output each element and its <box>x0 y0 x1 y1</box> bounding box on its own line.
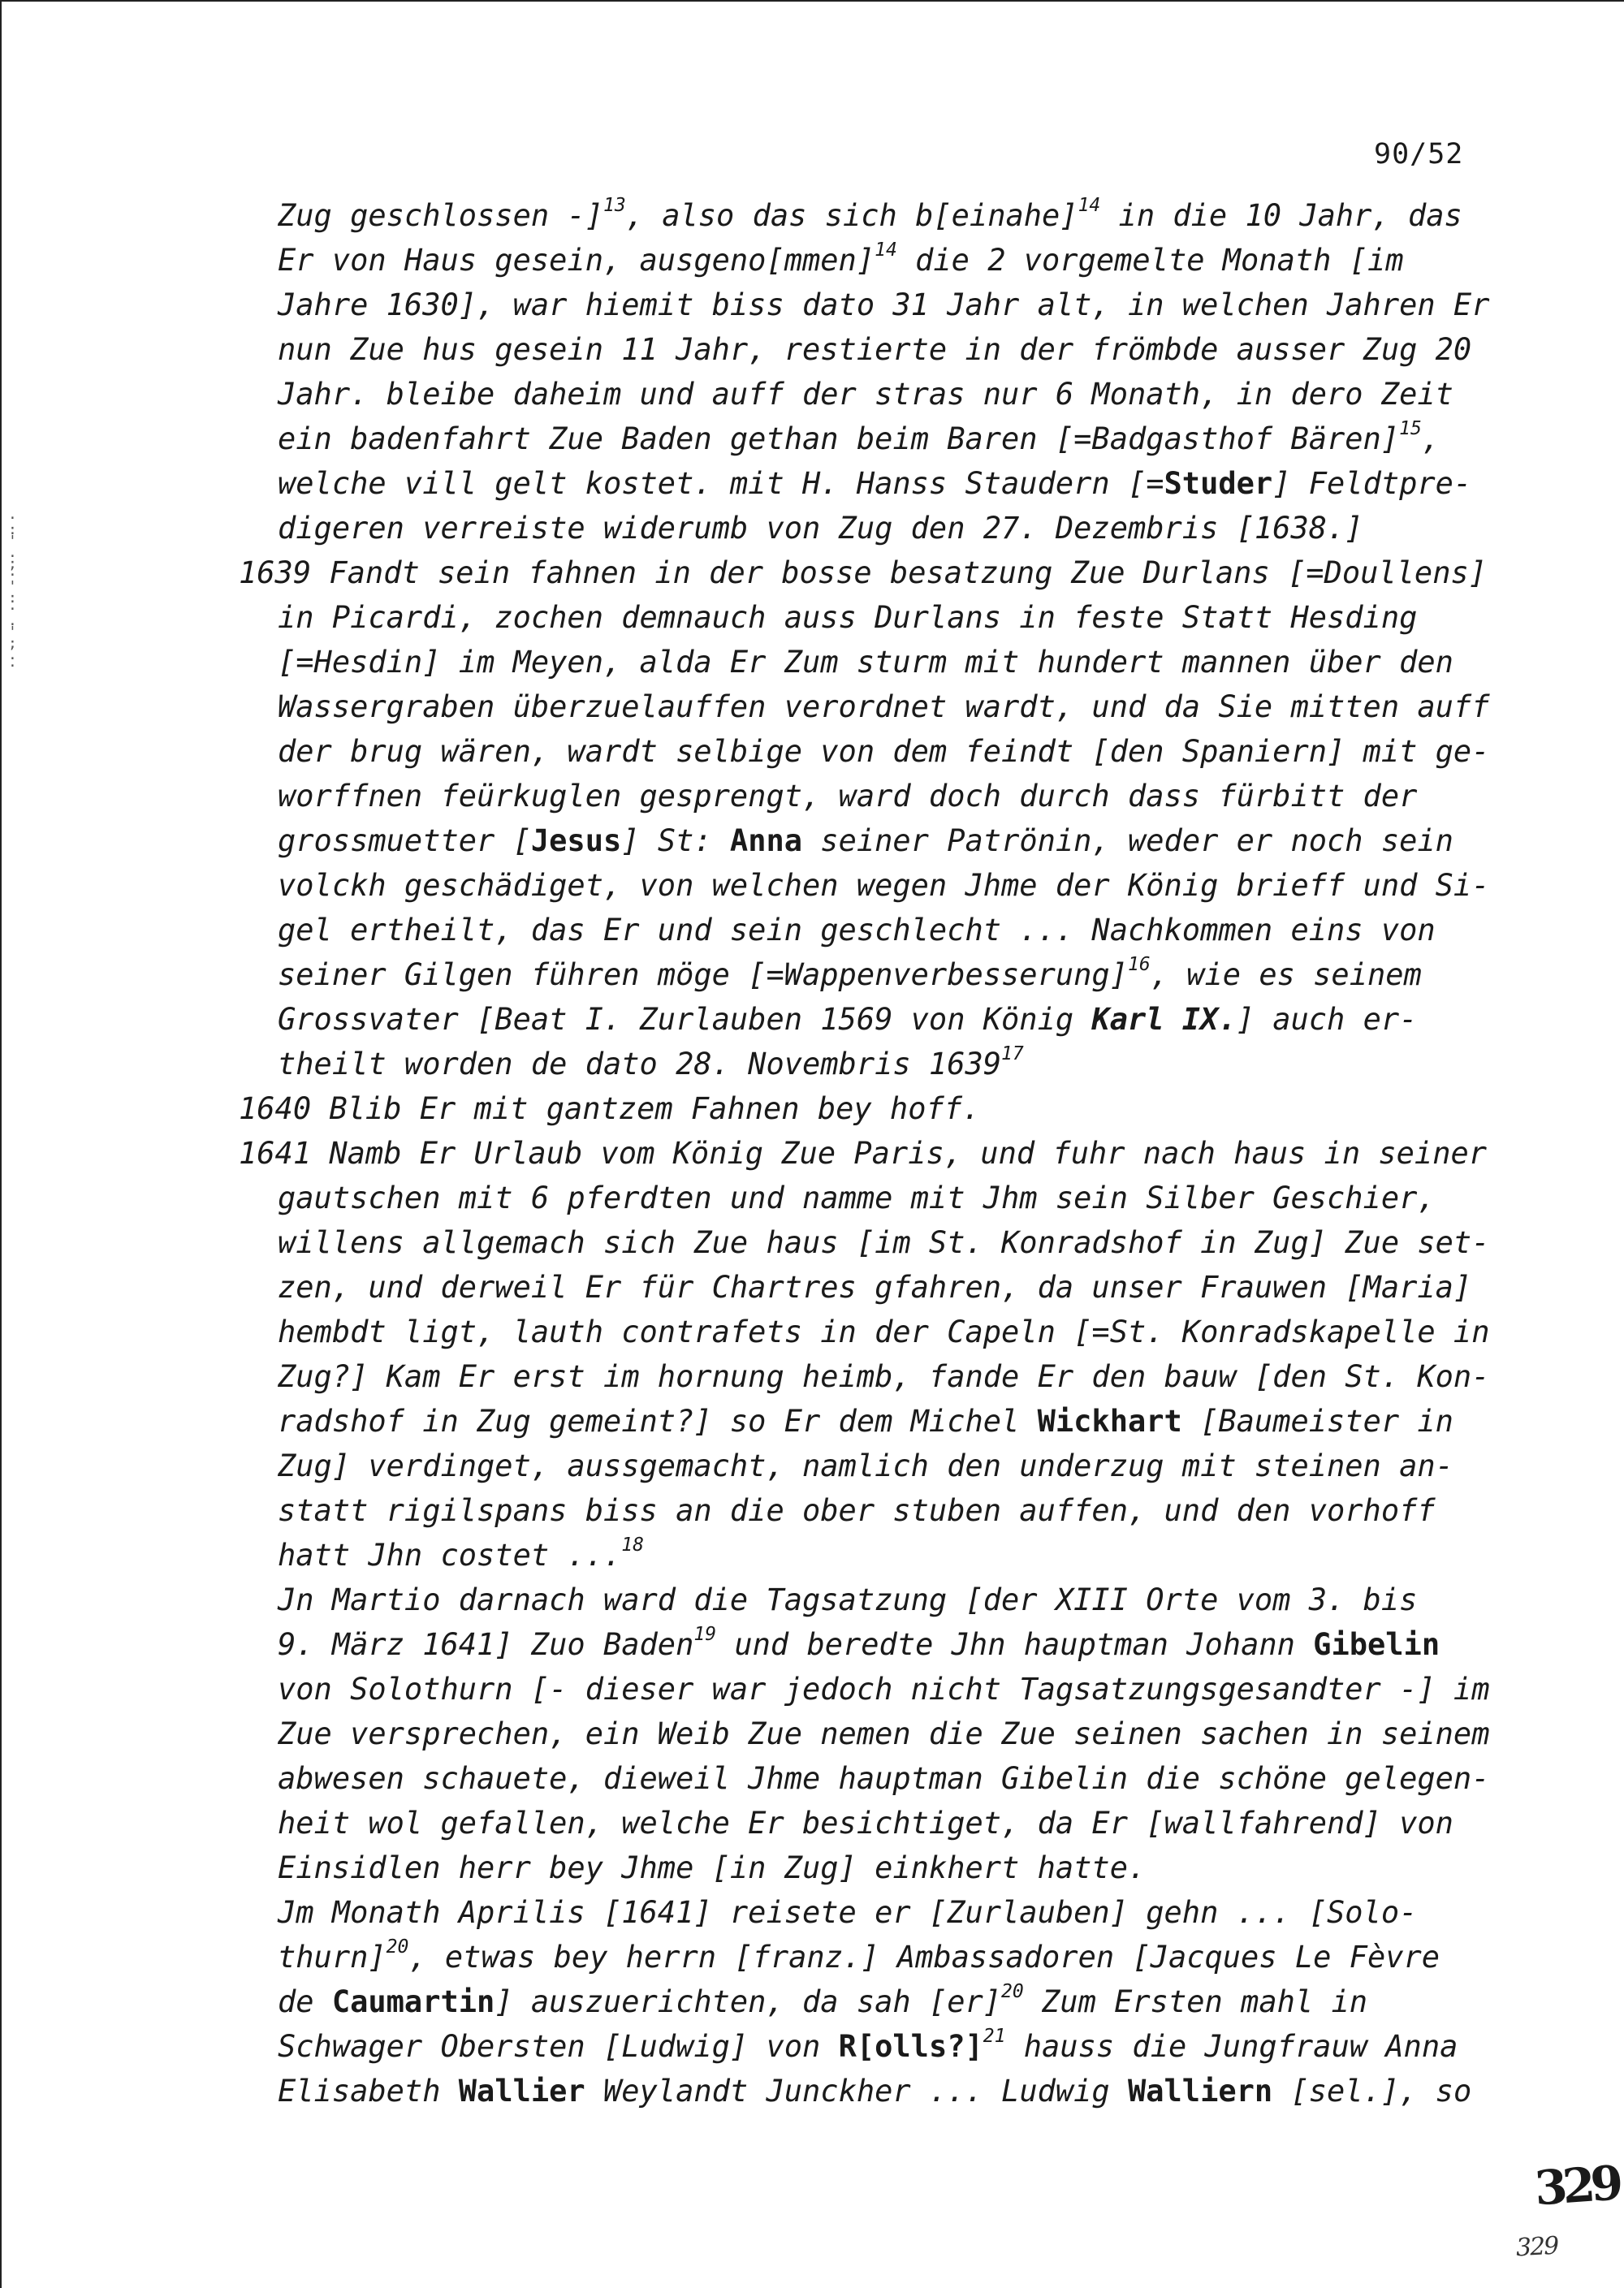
text-run: , etwas bey herrn [franz.] Ambassadoren [Jacques Le Fèvre <box>408 1940 1440 1975</box>
text-run: [=Hesdin] im Meyen, alda Er Zum sturm mit hundert mannen über den <box>278 645 1453 680</box>
bold-name: Gibelin <box>1313 1627 1440 1662</box>
text-run: gel ertheilt, das Er und sein geschlecht ... Nachkommen eins von <box>278 913 1436 948</box>
text-run: ] Feldtpre- <box>1272 466 1472 501</box>
text-run: grossmuetter [ <box>278 823 531 858</box>
text-line <box>2 818 1624 863</box>
text-line <box>2 1756 1624 1801</box>
footnote-ref: 15 <box>1399 418 1422 439</box>
margin-marks: · : ' . ; · ' : · . ' ; . · <box>8 510 17 675</box>
bold-name: Studer <box>1164 466 1273 501</box>
text-run: , wie es seinem <box>1150 957 1422 992</box>
bold-name: R[olls?] <box>838 2029 983 2064</box>
text-run: worffnen feürkuglen gesprengt, ward doch durch dass fürbitt der <box>278 779 1418 814</box>
text-line <box>2 1354 1624 1399</box>
footnote-ref: 14 <box>875 240 897 261</box>
text-line <box>2 1042 1624 1086</box>
text-line <box>2 1131 1624 1176</box>
text-run: 9. März 1641] Zuo Baden <box>278 1627 694 1662</box>
text-run: die 2 vorgemelte Monath [im <box>896 243 1404 278</box>
text-line <box>2 1444 1624 1488</box>
text-run: gautschen mit 6 pferdten und namme mit Jhm sein Silber Geschier, <box>278 1181 1436 1215</box>
text-run: Er von Haus gesein, ausgeno[mmen] <box>278 243 875 278</box>
text-run: , <box>1421 421 1440 456</box>
text-line <box>2 997 1624 1042</box>
text-line <box>2 2069 1624 2113</box>
text-run: hauss die Jungfrauw Anna <box>1005 2029 1458 2064</box>
text-line <box>2 193 1624 238</box>
text-line <box>2 372 1624 417</box>
text-line <box>2 1622 1624 1667</box>
text-run: 1641 Namb Er Urlaub vom König Zue Paris, und fuhr nach haus in seiner <box>239 1136 1488 1171</box>
text-line <box>2 1310 1624 1354</box>
text-line <box>2 952 1624 997</box>
text-line <box>2 595 1624 640</box>
text-run: Zug?] Kam Er erst im hornung heimb, fande Er den bauw [den St. Kon- <box>278 1359 1490 1394</box>
text-run: Jn Martio darnach ward die Tagsatzung [der XIII Orte vom 3. bis <box>278 1582 1418 1617</box>
text-run: radshof in Zug gemeint?] so Er dem Michel <box>278 1404 1038 1439</box>
text-line <box>2 1176 1624 1220</box>
text-line <box>2 550 1624 595</box>
text-line <box>2 1801 1624 1846</box>
text-run: in Picardi, zochen demnauch auss Durlans in feste Statt Hesding <box>278 600 1418 635</box>
text-run: der brug wären, wardt selbige von dem feindt [den Spaniern] mit ge- <box>278 734 1490 769</box>
text-run: 1640 Blib Er mit gantzem Fahnen bey hoff. <box>239 1091 981 1126</box>
text-run: in die 10 Jahr, das <box>1100 198 1462 233</box>
footnote-ref: 19 <box>693 1624 717 1645</box>
footnote-ref: 18 <box>621 1535 644 1556</box>
bold-name: Jesus <box>530 823 622 858</box>
bold-name: Walliern <box>1127 2074 1273 2109</box>
text-line <box>2 1935 1624 1979</box>
text-run: abwesen schauete, dieweil Jhme hauptman Gibelin die schöne gelegen- <box>278 1761 1490 1796</box>
footnote-ref: 17 <box>1001 1043 1024 1064</box>
footnote-ref: 20 <box>386 1936 409 1958</box>
text-run: Weylandt Junckher ... Ludwig <box>585 2074 1128 2109</box>
text-run: Schwager Obersten [Ludwig] von <box>278 2029 839 2064</box>
text-line <box>2 1533 1624 1578</box>
transcription-body <box>2 193 1624 2113</box>
text-run: willens allgemach sich Zue haus [im St. Konradshof in Zug] Zue set- <box>278 1225 1490 1260</box>
text-line <box>2 1667 1624 1712</box>
text-run: ein badenfahrt Zue Baden gethan beim Baren [=Badgasthof Bären] <box>278 421 1400 456</box>
text-line <box>2 1488 1624 1533</box>
footnote-ref: 20 <box>1001 1981 1024 2002</box>
text-run: von Solothurn [- dieser war jedoch nicht Tagsatzungsgesandter -] im <box>278 1672 1490 1707</box>
text-line <box>2 283 1624 327</box>
text-line <box>2 640 1624 684</box>
text-run: hatt Jhn costet ... <box>278 1538 622 1573</box>
text-run: Zug geschlossen -] <box>278 198 603 233</box>
text-run: , also das sich b[einahe] <box>625 198 1078 233</box>
text-run: 1639 Fandt sein fahnen in der bosse besatzung Zue Durlans [=Doullens] <box>239 555 1488 590</box>
text-run: heit wol gefallen, welche Er besichtiget, da Er [wallfahrend] von <box>278 1806 1453 1841</box>
text-line <box>2 774 1624 818</box>
folio-number: 90/52 <box>1374 138 1464 171</box>
text-run: Jahr. bleibe daheim und auff der stras nur 6 Monath, in dero Zeit <box>278 377 1453 412</box>
text-line <box>2 417 1624 461</box>
text-line <box>2 327 1624 372</box>
text-run: ] auch er- <box>1236 1002 1418 1037</box>
text-line <box>2 684 1624 729</box>
text-line <box>2 1578 1624 1622</box>
text-line <box>2 1979 1624 2024</box>
text-run: de <box>278 1984 332 2019</box>
footnote-ref: 16 <box>1127 954 1151 975</box>
text-run: digeren verreiste widerumb von Zug den 27. Dezembris [1638.] <box>278 511 1363 546</box>
text-run: ] St: <box>621 823 730 858</box>
text-run: [sel.], so <box>1272 2074 1472 2109</box>
text-run: thurn] <box>278 1940 387 1975</box>
footnote-ref: 21 <box>983 2026 1006 2047</box>
text-run: Einsidlen herr bey Jhme [in Zug] einkhert hatte. <box>278 1850 1147 1885</box>
text-line <box>2 1890 1624 1935</box>
text-run: Grossvater [Beat I. Zurlauben 1569 von König <box>278 1002 1092 1037</box>
text-run: Jahre 1630], war hiemit biss dato 31 Jahr alt, in welchen Jahren Er <box>278 287 1490 322</box>
text-run: Zug] verdinget, aussgemacht, namlich den underzug mit steinen an- <box>278 1448 1453 1483</box>
text-run: Zue versprechen, ein Weib Zue nemen die Zue seinen sachen in seinem <box>278 1716 1490 1751</box>
text-line <box>2 908 1624 952</box>
text-line <box>2 1220 1624 1265</box>
bold-name: Wickhart <box>1037 1404 1182 1439</box>
text-run: volckh geschädiget, von welchen wegen Jhme der König brieff und Si- <box>278 868 1490 903</box>
text-line <box>2 1086 1624 1131</box>
text-line <box>2 461 1624 506</box>
text-line <box>2 1399 1624 1444</box>
text-line <box>2 506 1624 550</box>
text-line <box>2 1712 1624 1756</box>
bold-name: Wallier <box>458 2074 585 2109</box>
text-line <box>2 1265 1624 1310</box>
bold-name: Caumartin <box>331 1984 495 2019</box>
footnote-ref: 13 <box>603 195 626 216</box>
text-run: theilt worden de dato 28. Novembris 1639 <box>278 1047 1002 1081</box>
text-run: seiner Patrönin, weder er noch sein <box>802 823 1453 858</box>
text-line <box>2 729 1624 774</box>
text-run: ] auszuerichten, da sah [er] <box>495 1984 1002 2019</box>
text-run: [Baumeister in <box>1181 1404 1453 1439</box>
bold-name: Anna <box>729 823 803 858</box>
text-run: welche vill gelt kostet. mit H. Hanss Staudern [= <box>278 466 1164 501</box>
text-run: hembdt ligt, lauth contrafets in der Capeln [=St. Konradskapelle in <box>278 1315 1490 1349</box>
footnote-ref: 14 <box>1078 195 1101 216</box>
text-run: Zum Ersten mahl in <box>1023 1984 1367 2019</box>
text-run: Jm Monath Aprilis [1641] reisete er [Zurlauben] gehn ... [Solo- <box>278 1895 1418 1930</box>
text-line <box>2 2024 1624 2069</box>
text-run: seiner Gilgen führen möge [=Wappenverbesserung] <box>278 957 1128 992</box>
handwritten-page-number: 329 <box>1532 2155 1621 2217</box>
text-line <box>2 1846 1624 1890</box>
text-run: und beredte Jhn hauptman Johann <box>716 1627 1314 1662</box>
text-run: Elisabeth <box>278 2074 459 2109</box>
text-line <box>2 863 1624 908</box>
handwritten-page-number-small: 329 <box>1515 2231 1559 2263</box>
bold-name: Karl IX. <box>1091 1002 1237 1037</box>
text-run: statt rigilspans biss an die ober stuben auffen, und den vorhoff <box>278 1493 1436 1528</box>
text-run: Wassergraben überzuelauffen verordnet wardt, und da Sie mitten auff <box>278 689 1490 724</box>
text-run: nun Zue hus gesein 11 Jahr, restierte in der frömbde ausser Zug 20 <box>278 332 1472 367</box>
text-run: zen, und derweil Er für Chartres gfahren, da unser Frauwen [Maria] <box>278 1270 1472 1305</box>
text-line <box>2 238 1624 283</box>
